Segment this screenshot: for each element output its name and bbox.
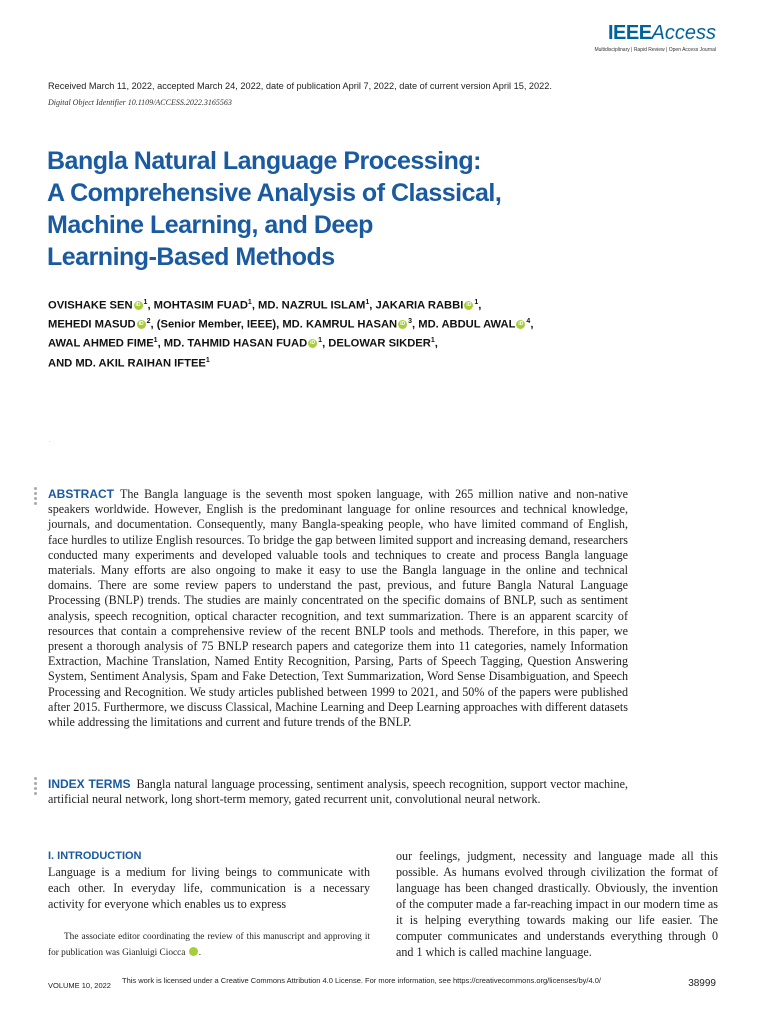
index-terms-section	[48, 777, 628, 807]
author-name: AND MD. AKIL RAIHAN IFTEE	[48, 357, 206, 370]
intro-column-right: our feelings, judgment, necessity and language made all this possible. As humans evolved through civilization the format of language has been changed drastically. Obviously, the invention of the computer made a far-reaching impact in our modern time as it is helping everything towards making our life easier. The computer communicates and understands everything through 0 and 1 which is called machine language.	[396, 849, 718, 959]
section-marker-icon	[34, 777, 37, 797]
title-line: Machine Learning, and Deep	[47, 211, 373, 239]
abstract-text: The Bangla language is the seventh most spoken language, with 265 million native and non-native speakers worldwide. However, English is the predominant language for online resources and technical knowledge, journals, and documentation. Consequently, many Bangla-speaking people, who have limited command of English, face hurdles to utilize English resources. To bridge the gap between limited support and increasing demand, researchers conducted many experiments and developed valuable tools and techniques to create and process Bangla language materials. Many efforts are also ongoing to make it easy to use the Bangla language in the online and technical domains. There are some review papers to understand the past, previous, and future Bangla Natural Language Processing (BNLP) trends. The studies are mainly concentrated on the specific domains of BNLP, such as sentiment analysis, speech recognition, optical character recognition, and text summarization. There is an apparent scarcity of resources that contain a comprehensive review of the recent BNLP tools and methods. Therefore, in this paper, we present a thorough analysis of 75 BNLP research papers and categorize them into 11 categories, namely Information Extraction, Machine Translation, Named Entity Recognition, Parsing, Parts of Speech Tagging, Question Answering System, Sentiment Analysis, Spam and Fake Detection, Text Summarization, Word Sense Disambiguation, and Speech Processing and Recognition. We study articles published between 1999 to 2021, and 50% of the papers were published after 2015. Furthermore, we discuss Classical, Machine Learning and Deep Learning approaches with different datasets while addressing the limitations and current and future trends of the BNLP.	[48, 487, 628, 730]
affiliation-mark: 1	[318, 337, 323, 345]
abstract-label: ABSTRACT	[48, 487, 114, 501]
author-name: , MOHTASIM FUAD	[147, 299, 248, 312]
abstract-section	[48, 487, 628, 730]
editor-footnote	[48, 929, 370, 961]
orcid-icon[interactable]: iD	[138, 320, 144, 327]
doi-line: Digital Object Identifier 10.1109/ACCESS.2022.3165563	[48, 98, 232, 107]
affiliation-mark: 1	[247, 299, 252, 306]
author-name: , DELOWAR SIKDER	[322, 338, 431, 351]
orcid-icon[interactable]: iD	[135, 301, 141, 308]
index-terms-label: INDEX TERMS	[48, 777, 131, 791]
paper-title	[47, 145, 567, 273]
author-name: , MD. NAZRUL ISLAM	[251, 299, 366, 312]
footer-volume: VOLUME 10, 2022	[48, 981, 111, 990]
affiliation-mark: 1	[153, 337, 158, 345]
orcid-icon[interactable]: iD	[310, 340, 316, 347]
author-name: OVISHAKE SEN	[48, 299, 133, 312]
affiliation-mark: 1	[365, 299, 370, 306]
journal-brand: IEEEAccess	[607, 22, 716, 44]
title-line: Learning-Based Methods	[47, 243, 335, 271]
orcid-icon[interactable]: iD	[400, 320, 406, 327]
section-heading: I. INTRODUCTION	[48, 850, 142, 862]
intro-column-left: Language is a medium for living beings to communicate with each other. In everyday life, communication is a necessary activity for everyone which enables us to express	[48, 865, 370, 911]
page-number: 38999	[688, 978, 716, 989]
journal-tagline: Multidisciplinary | Rapid Review | Open Access Journal	[594, 47, 716, 53]
received-dates: Received March 11, 2022, accepted March 24, 2022, date of publication April 7, 2022, date of current version April 15, 2022.	[48, 81, 552, 91]
author-list: OVISHAKE SEN iD $^1$, MOHTASIM FUAD$^1$, MD. NAZRUL ISLAM$^1$, JAKARIA RABBI iD $^1$, MEHEDI MASUD iD $^2$, (Senior Member, IEEE), MD. KAMRUL HASAN iD $^3$, MD. ABDUL AWAL iD $^4$, AWAL AHMED FIME$^1$, MD. TAHMID HASAN FUAD iD $^1$, DELOWAR SIKDER$^1$, AND MD. AKIL RAIHAN IFTEE$^1$	[48, 299, 534, 370]
footer-license-link[interactable]: This work is licensed under a Creative Commons Attribution 4.0 License. For more information, see https://creativecommons.org/licenses/by/4.0/	[122, 976, 601, 985]
orcid-icon[interactable]: iD	[466, 301, 472, 308]
author-name: , JAKARIA RABBI	[369, 299, 464, 312]
section-marker-icon	[34, 487, 37, 507]
affiliation-mark: 1	[430, 337, 435, 345]
index-terms-text: Bangla natural language processing, sentiment analysis, speech recognition, support vector machine, artificial neural network, long short-term memory, gated recurrent unit, convolutional neural network.	[48, 777, 628, 807]
footnote-text: The associate editor coordinating the review of this manuscript and approving it for publication was Gianluigi Ciocca	[48, 932, 370, 958]
affiliation-mark: 2	[146, 318, 151, 326]
affiliation-mark: 1	[205, 356, 210, 364]
orcid-icon[interactable]: iD	[518, 320, 524, 327]
author-name: MEHEDI MASUD	[48, 318, 136, 331]
affiliation-mark: 1	[143, 299, 148, 306]
affiliation-mark: 1	[474, 299, 479, 306]
footnote-end: .	[198, 948, 202, 958]
affiliation-mark: 4	[526, 318, 531, 326]
author-name: , MD. TAHMID HASAN FUAD	[157, 338, 308, 351]
title-line: Bangla Natural Language Processing:	[47, 147, 481, 175]
title-line: A Comprehensive Analysis of Classical,	[47, 179, 502, 207]
author-name: , MD. ABDUL AWAL	[412, 318, 516, 331]
journal-logo	[594, 22, 716, 53]
stray-mark: .	[49, 438, 51, 444]
author-name: , (Senior Member, IEEE), MD. KAMRUL HASAN	[150, 318, 398, 331]
orcid-icon[interactable]: iD	[189, 947, 198, 956]
author-name: AWAL AHMED FIME	[48, 338, 154, 351]
affiliation-mark: 3	[408, 318, 413, 326]
